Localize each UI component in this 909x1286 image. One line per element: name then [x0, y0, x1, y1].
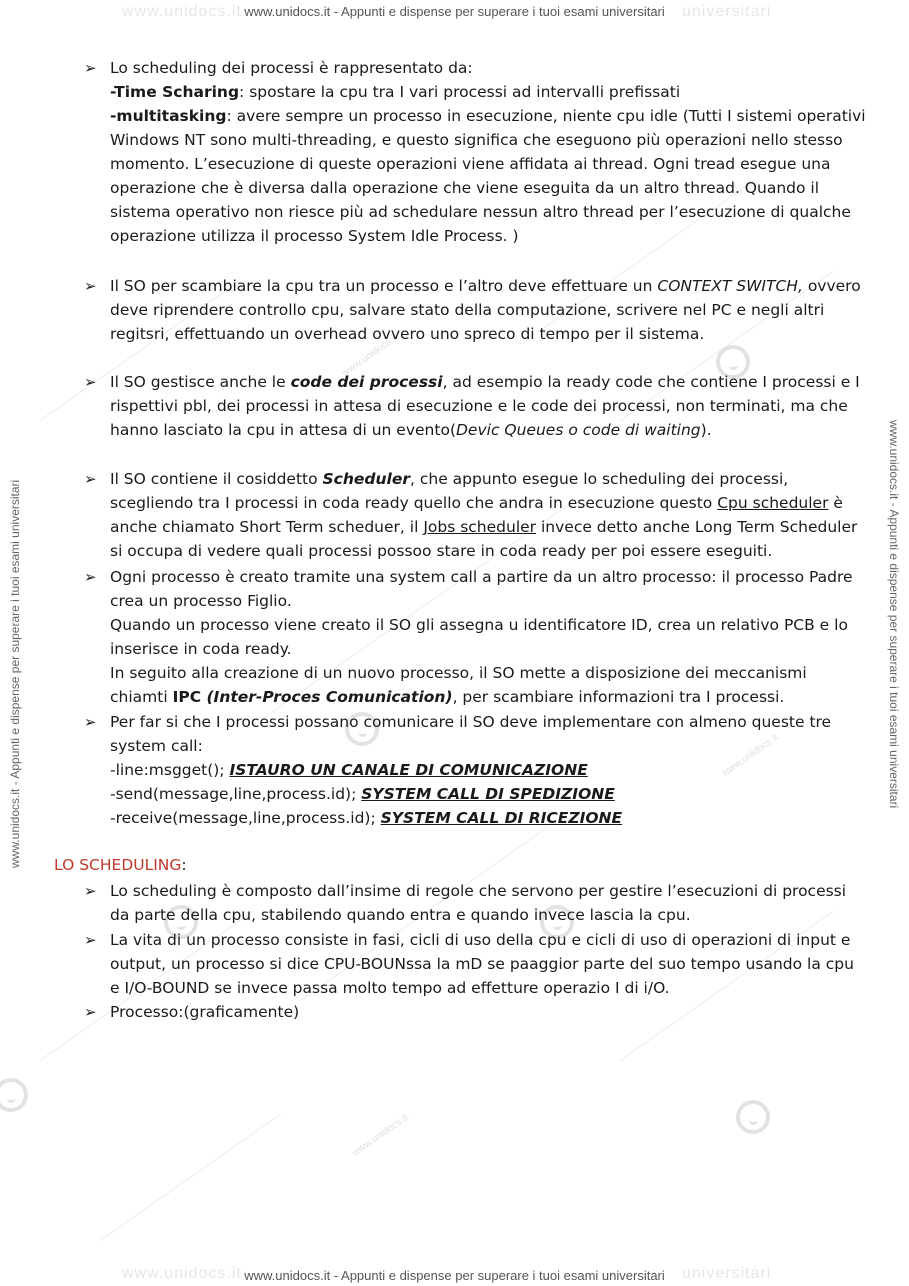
- text-span: Il SO per scambiare la cpu tra un processo e l’altro deve effettuare un: [110, 277, 658, 295]
- text-line: [110, 491, 880, 515]
- text-line: Quando un processo viene creato il SO gli assegna u identificatore ID, crea un relativo PCB e lo: [110, 616, 848, 634]
- arrow-bullet-icon: ➢: [84, 1003, 97, 1021]
- watermark-line: [100, 1114, 281, 1241]
- watermark-text: www.unidocs.it: [350, 1112, 411, 1160]
- text-span: , ad esempio la ready code che contiene I processi e I: [442, 373, 860, 391]
- text-span: : spostare la cpu tra I vari processi ad intervalli prefissati: [239, 83, 681, 101]
- text-line: deve riprendere controllo cpu, salvare stato della computazione, scrivere nel PC e negli altri: [110, 301, 825, 319]
- text-line: [110, 515, 880, 539]
- unidocs-logo-icon: [0, 1078, 28, 1112]
- watermark-side-right: www.unidocs.it - Appunti e dispense per superare i tuoi esami universitari: [887, 420, 901, 809]
- text-line: Lo scheduling è composto dall’insime di regole che servono per gestire l’esecuzioni di processi: [110, 882, 847, 900]
- text-line: da parte della cpu, stabilendo quando entra e quando invece lascia la cpu.: [110, 906, 691, 924]
- text-span: chiamti: [110, 688, 173, 706]
- text-line: inserisce in coda ready.: [110, 640, 292, 658]
- watermark-footer: www.unidocs.it - Appunti e dispense per superare i tuoi esami universitari: [244, 1268, 665, 1283]
- text-line: Processo:(graficamente): [110, 1003, 300, 1021]
- text-line: [110, 806, 880, 830]
- watermark-side-left: www.unidocs.it - Appunti e dispense per superare i tuoi esami universitari: [8, 479, 22, 868]
- syscall-label: ISTAURO UN CANALE DI COMUNICAZIONE: [229, 761, 588, 779]
- section-title: LO SCHEDULING: [54, 856, 182, 874]
- text-span: anche chiamato Short Term scheduer, il: [110, 518, 424, 536]
- unidocs-logo-icon: [736, 1100, 770, 1134]
- term-jobs-scheduler: Jobs scheduler: [423, 518, 537, 536]
- text-span: è: [828, 494, 843, 512]
- arrow-bullet-icon: ➢: [84, 373, 97, 391]
- text-line: output, un processo si dice CPU-BOUNssa la mD se paaggior parte del suo tempo usando la cpu: [110, 955, 854, 973]
- watermark-ghost: universitari: [682, 3, 772, 20]
- text-line: [110, 685, 880, 709]
- text-line: [110, 80, 880, 104]
- term-time-sharing: -Time Scharing: [110, 83, 240, 101]
- term-ipc-full: (Inter-Proces Comunication): [201, 688, 453, 706]
- term-scheduler: Scheduler: [322, 470, 411, 488]
- syscall-label: SYSTEM CALL DI SPEDIZIONE: [361, 785, 615, 803]
- text-line: rispettivi pbl, dei processi in attesa di esecuzione e le code dei processi, non terminati, ma che: [110, 397, 848, 415]
- text-line: momento. L’esecuzione di queste operazioni viene affidata ai thread. Ogni tread esegue una: [110, 155, 831, 173]
- arrow-bullet-icon: ➢: [84, 568, 97, 586]
- arrow-bullet-icon: ➢: [84, 713, 97, 731]
- term-device-queues: Devic Queues o code di waiting: [456, 421, 701, 439]
- text-span: , per scambiare informazioni tra I processi.: [452, 688, 785, 706]
- section-colon: :: [181, 856, 187, 874]
- text-span: : avere sempre un processo in esecuzione, niente cpu idle (Tutti I sistemi operativi: [226, 107, 866, 125]
- term-multitasking: -multitasking: [110, 107, 227, 125]
- text-line: [110, 104, 880, 128]
- text-line: [110, 274, 880, 298]
- text-span: -receive(message,line,process.id);: [110, 809, 381, 827]
- arrow-bullet-icon: ➢: [84, 470, 97, 488]
- arrow-bullet-icon: ➢: [84, 59, 97, 77]
- text-span: Il SO contiene il cosiddetto: [110, 470, 323, 488]
- term-cpu-scheduler: Cpu scheduler: [717, 494, 829, 512]
- arrow-bullet-icon: ➢: [84, 882, 97, 900]
- watermark-ghost: universitari: [682, 1265, 772, 1282]
- watermark-ghost: www.unidocs.it: [122, 3, 242, 20]
- text-span: ).: [700, 421, 712, 439]
- arrow-bullet-icon: ➢: [84, 277, 97, 295]
- text-span: Il SO gestisce anche le: [110, 373, 291, 391]
- text-span: , che appunto esegue lo scheduling dei processi,: [410, 470, 789, 488]
- text-line: regitsri, effettuando un overhead ovvero uno spreco di tempo per il sistema.: [110, 325, 705, 343]
- text-line: operazione utilizza il processo System Idle Process. ): [110, 227, 519, 245]
- watermark-header: www.unidocs.it - Appunti e dispense per superare i tuoi esami universitari: [244, 4, 665, 19]
- text-line: [110, 370, 880, 394]
- text-line: La vita di un processo consiste in fasi, cicli di uso della cpu e cicli di uso di operazioni di input e: [110, 931, 851, 949]
- text-line: [110, 467, 880, 491]
- text-line: crea un processo Figlio.: [110, 592, 292, 610]
- watermark-text: www.unidocs.it: [340, 332, 401, 380]
- text-line: In seguito alla creazione di un nuovo processo, il SO mette a disposizione dei meccanismi: [110, 664, 807, 682]
- text-line: e I/O-BOUND se invece passa molto tempo ad effetture operazio I di i/O.: [110, 979, 670, 997]
- text-line: system call:: [110, 737, 203, 755]
- term-context-switch: CONTEXT SWITCH,: [657, 277, 803, 295]
- text-span: ovvero: [802, 277, 861, 295]
- text-line: Per far si che I processi possano comunicare il SO deve implementare con almeno queste tre: [110, 713, 832, 731]
- term-code-processi: code dei processi: [290, 373, 443, 391]
- watermark-ghost: www.unidocs.it: [122, 1265, 242, 1282]
- syscall-label: SYSTEM CALL DI RICEZIONE: [380, 809, 623, 827]
- text-line: sistema operativo non riesce più ad schedulare nessun altro thread per l’esecuzione di qualche: [110, 203, 851, 221]
- text-line: [110, 782, 880, 806]
- text-span: invece detto anche Long Term Scheduler: [536, 518, 858, 536]
- text-span: -line:msgget();: [110, 761, 230, 779]
- term-ipc: IPC: [172, 688, 202, 706]
- text-span: -send(message,line,process.id);: [110, 785, 362, 803]
- arrow-bullet-icon: ➢: [84, 931, 97, 949]
- text-span: scegliendo tra I processi in coda ready quello che andra in esecuzione questo: [110, 494, 718, 512]
- text-line: Ogni processo è creato tramite una system call a partire da un altro processo: il processo Padre: [110, 568, 853, 586]
- text-line: [110, 418, 880, 442]
- text-line: Lo scheduling dei processi è rappresentato da:: [110, 59, 473, 77]
- text-line: [110, 758, 880, 782]
- watermark-text: www.unidocs.it: [720, 732, 781, 780]
- text-line: si occupa di vedere quali processi possoo stare in coda ready per poi essere eseguiti.: [110, 542, 773, 560]
- section-heading: [54, 853, 187, 877]
- text-span: hanno lasciato la cpu in attesa di un evento(: [110, 421, 456, 439]
- text-line: Windows NT sono multi-threading, e questo significa che eseguono più operazioni nello stesso: [110, 131, 843, 149]
- text-line: operazione che è diversa dalla operazione che viene eseguita da un altro thread. Quando il: [110, 179, 820, 197]
